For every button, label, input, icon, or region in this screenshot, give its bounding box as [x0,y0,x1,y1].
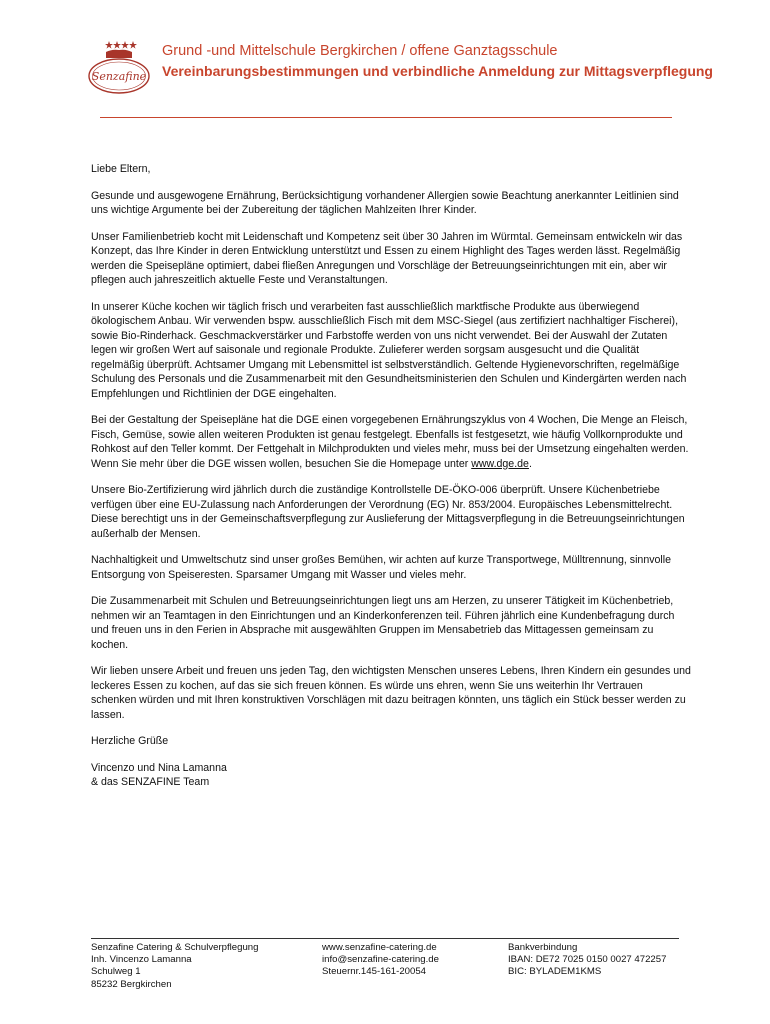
footer-email: info@senzafine-catering.de [322,954,439,966]
footer-bic: BIC: BYLADEM1KMS [508,966,602,978]
paragraph-3: In unserer Küche kochen wir täglich frisch und verarbeiten fast ausschließlich marktfische Produkte aus überwiegend ökologischem Anbau. Wir verwenden bspw. ausschließlich Fisch mit dem MSC-Siegel (aus zertifiziert nachhaltiger Fischerei), sowie Bio-Rinderhack. Geschmackverstärker und Farbstoffe werden von uns nicht verwendet. Bei der Auswahl der Zutaten legen wir großen Wert auf saisonale und regionale Produkte. Zulieferer werden sorgsam ausgesucht und die Qualität regelmäßig überprüft. Achtsamer Umgang mit Lebensmittel ist selbstverständlich. Geltende Hygienevorschriften, regelmäßige Schulung des Personals und die Zusammenarbeit mit den Gesundheitsministerien den Schulen und Kindergärten werden nach Empfehlungen und Richtlinien der DGE eingehalten. [91,300,687,400]
dge-homepage-link[interactable]: www.dge.de [471,457,529,470]
paragraph-4 [91,413,691,471]
paragraph-8: Wir lieben unsere Arbeit und freuen uns jeden Tag, den wichtigsten Menschen unseres Lebens, Ihren Kindern ein gesundes und leckeres Essen zu kochen, auf das sie sich freuen können. Es würde uns ehren, wenn Sie uns weiterhin Ihr Vertrauen schenken würden und mit Ihren konstruktiven Vorschlägen mit dazu beitragen könnten, uns täglich ein Stück besser werden zu lassen. [91,665,691,721]
footer-street: Schulweg 1 [91,966,141,978]
closing: Herzliche Grüße [91,735,169,747]
footer-company-address [91,942,258,991]
footer-iban: IBAN: DE72 7025 0150 0027 472257 [508,954,667,966]
paragraph-5: Unsere Bio-Zertifizierung wird jährlich durch die zuständige Kontrollstelle DE-ÖKO-006 überprüft. Unsere Küchenbetriebe verfügen über eine EU-Zulassung nach Anforderungen der Verordnung (EG) Nr. 853/2004. Europäisches Lebensmittelrecht. Diese berechtigt uns in der Gemeinschaftsverpflegung zur Auslieferung der Mittagsverpflegung in die Betreuungseinrichtungen außerhalb der Mensen. [91,484,685,540]
svg-text:Senzafine: Senzafine [91,70,147,83]
paragraph-1: Gesunde und ausgewogene Ernährung, Berücksichtigung vorhandener Allergien sowie Beachtung anerkannter Leitlinien sind uns wichtige Argumente bei der Zubereitung der täglichen Mahlzeiten Ihrer Kinder. [91,189,679,216]
footer-tax-number: Steuernr.145-161-20054 [322,966,427,978]
paragraph-6: Nachhaltigkeit und Umweltschutz sind unser großes Bemühen, wir achten auf kurze Transportwege, Mülltrennung, sinnvolle Entsorgung von Speiseresten. Sparsamer Umgang mit Wasser und vieles mehr. [91,554,672,581]
signature-line-1: Vincenzo und Nina Lamanna [91,761,227,774]
footer-contact [322,942,439,979]
senzafine-logo [86,38,154,100]
footer-website: www.senzafine-catering.de [322,942,437,953]
signature [91,761,691,790]
footer-divider [91,938,679,939]
paragraph-4-end: . [528,457,532,470]
footer-bank-label: Bankverbindung [508,942,578,953]
signature-line-2: & das SENZAFINE Team [91,776,210,788]
letter-body [91,162,691,802]
header-divider [100,117,672,118]
footer-owner: Inh. Vincenzo Lamanna [91,954,192,966]
paragraph-2: Unser Familienbetrieb kocht mit Leidenschaft und Kompetenz seit über 30 Jahren im Würmtal. Gemeinsam entwickeln wir das Konzept, das Ihre Kinder in deren Entwicklung unterstützt und Essen zu einem Highlight des Tages werden lässt. Regelmäßig werden die Speisepläne optimiert, dabei fließen Anregungen und Vorschläge der Betreuungseinrichtungen mit ein, aber wir pflegen auch jahreszeitlich aktuelle Feste und Veranstaltungen. [91,230,683,286]
footer-company-name: Senzafine Catering & Schulverpflegung [91,942,259,953]
footer-city: 85232 Bergkirchen [91,978,172,990]
salutation: Liebe Eltern, [91,163,151,175]
school-title: Grund -und Mittelschule Bergkirchen / offene Ganztagsschule [162,43,558,59]
paragraph-4-text: Bei der Gestaltung der Speisepläne hat die DGE einen vorgegebenen Ernährungszyklus von 4 Wochen, Die Menge an Fleisch, Fisch, Gemüse, sowie allen weiteren Produkten ist genau festgelegt. Ebenfalls ist festgesetzt, wie häufig Vollkornprodukte und Rohkost auf den Teller kommt. Der Fettgehalt in Milchprodukten und vieles mehr, muss bei der Umsetzung eingehalten werden. Wenn Sie mehr über die DGE wissen wollen, besuchen Sie die Homepage unter [91,414,689,470]
footer-bank [508,942,666,979]
document-title: Vereinbarungsbestimmungen und verbindliche Anmeldung zur Mittagsverpflegung [162,63,713,79]
paragraph-7: Die Zusammenarbeit mit Schulen und Betreuungseinrichtungen liegt uns am Herzen, zu unserer Tätigkeit im Küchenbetrieb, nehmen wir an Teamtagen in den Einrichtungen und an Kinderkonferenzen teil. Führen jährlich eine Kundenbefragung durch und freuen uns in den Ferien in Absprache mit ausgewählten Gruppen im Mensabetrieb das Mittagessen gemeinsam zu kochen. [91,595,675,651]
header [162,42,722,80]
